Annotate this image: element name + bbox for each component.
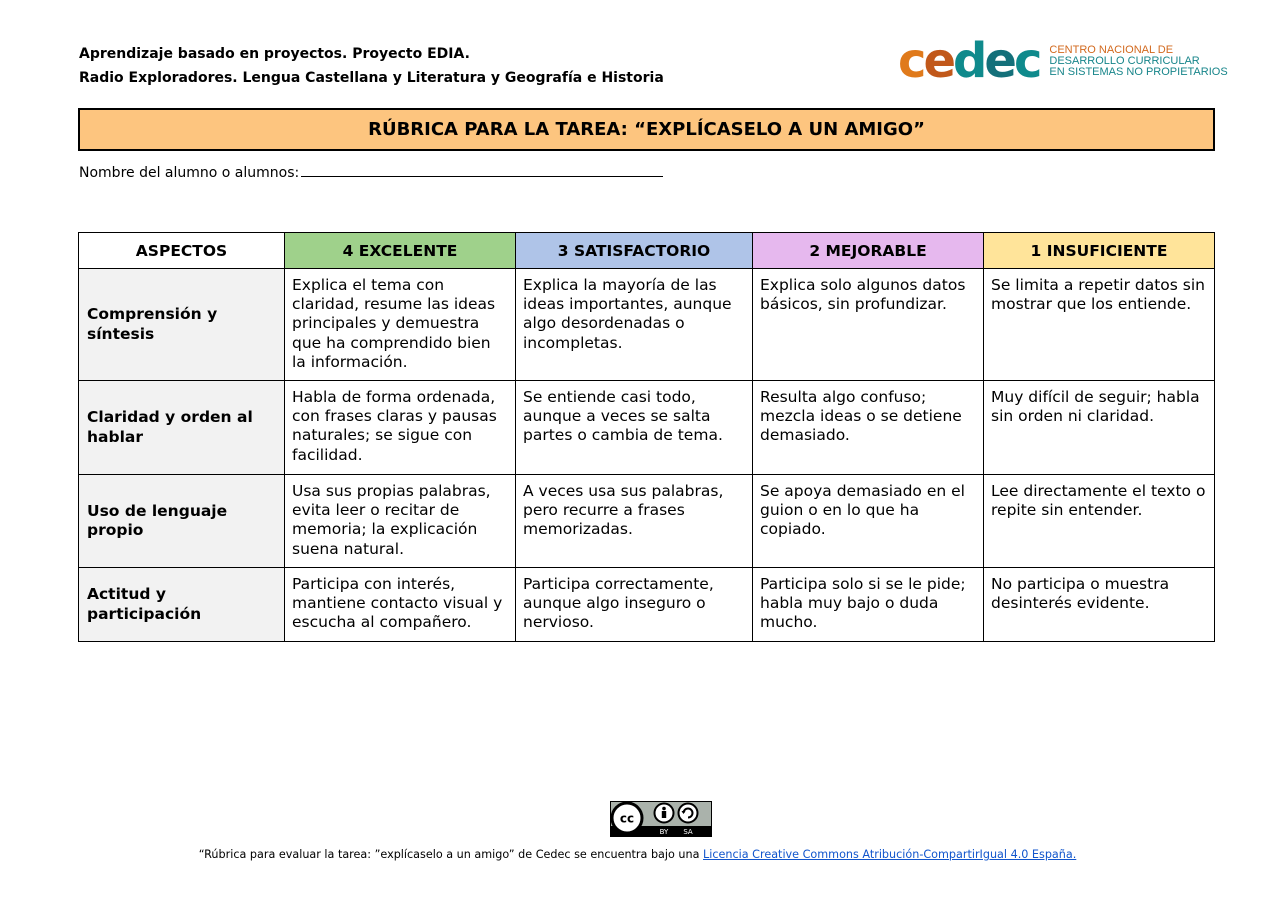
logo-text-line1: CENTRO NACIONAL DE — [1049, 43, 1174, 56]
criteria-cell: Explica solo algunos datos básicos, sin profundizar. — [753, 269, 984, 381]
table-row — [79, 568, 1215, 642]
cedec-logo-text — [1049, 45, 1227, 78]
criteria-cell: Participa con interés, mantiene contacto visual y escucha al compañero. — [285, 568, 516, 642]
student-name-field — [79, 162, 663, 181]
rubric-header-row — [79, 233, 1215, 269]
header-satisfactory: 3 SATISFACTORIO — [516, 233, 753, 269]
rubric-title: RÚBRICA PARA LA TAREA: “EXPLÍCASELO A UN AMIGO” — [78, 108, 1215, 151]
header-insufficient: 1 INSUFICIENTE — [984, 233, 1215, 269]
header-improvable: 2 MEJORABLE — [753, 233, 984, 269]
cedec-logo — [898, 33, 1228, 89]
logo-text-line2: DESARROLLO CURRICULAR — [1049, 54, 1200, 67]
cc-by-sa-badge-icon[interactable] — [610, 801, 712, 837]
license-link[interactable]: Licencia Creative Commons Atribución-CompartirIgual 4.0 España. — [703, 848, 1077, 861]
criteria-cell: Participa correctamente, aunque algo inseguro o nervioso. — [516, 568, 753, 642]
rubric-table — [78, 232, 1215, 642]
student-name-label: Nombre del alumno o alumnos: — [79, 165, 300, 181]
license-text: “Rúbrica para evaluar la tarea: ”explícaselo a un amigo” de Cedec se encuentra bajo una — [198, 848, 704, 861]
criteria-cell: No participa o muestra desinterés evidente. — [984, 568, 1215, 642]
criteria-cell: Participa solo si se le pide; habla muy bajo o duda mucho. — [753, 568, 984, 642]
license-notice — [0, 848, 1275, 861]
criteria-cell: Lee directamente el texto o repite sin entender. — [984, 475, 1215, 568]
header-line-subject: Radio Exploradores. Lengua Castellana y Literatura y Geografía e Historia — [79, 70, 664, 86]
header-line-project: Aprendizaje basado en proyectos. Proyecto EDIA. — [79, 46, 470, 62]
criteria-cell: Usa sus propias palabras, evita leer o recitar de memoria; la explicación suena natural. — [285, 475, 516, 568]
criteria-cell: Se limita a repetir datos sin mostrar que los entiende. — [984, 269, 1215, 381]
badge-by-label: BY — [659, 828, 669, 836]
criteria-cell: A veces usa sus palabras, pero recurre a frases memorizadas. — [516, 475, 753, 568]
document-header — [79, 44, 664, 92]
criteria-cell: Muy difícil de seguir; habla sin orden ni claridad. — [984, 381, 1215, 475]
criteria-cell: Se entiende casi todo, aunque a veces se salta partes o cambia de tema. — [516, 381, 753, 475]
aspect-cell: Actitud y participación — [79, 568, 285, 642]
svg-text:cc: cc — [619, 811, 635, 826]
header-excellent: 4 EXCELENTE — [285, 233, 516, 269]
aspect-cell: Uso de lenguaje propio — [79, 475, 285, 568]
student-name-blank-line — [301, 162, 663, 177]
cedec-wordmark: cedec — [898, 33, 1040, 89]
criteria-cell: Explica el tema con claridad, resume las ideas principales y demuestra que ha comprendido bien la información. — [285, 269, 516, 381]
criteria-cell: Explica la mayoría de las ideas importantes, aunque algo desordenadas o incompletas. — [516, 269, 753, 381]
logo-text-line3: EN SISTEMAS NO PROPIETARIOS — [1049, 65, 1228, 78]
table-row — [79, 269, 1215, 381]
table-row — [79, 381, 1215, 475]
badge-sa-label: SA — [683, 828, 693, 836]
header-aspects: ASPECTOS — [79, 233, 285, 269]
table-row — [79, 475, 1215, 568]
criteria-cell: Habla de forma ordenada, con frases claras y pausas naturales; se sigue con facilidad. — [285, 381, 516, 475]
criteria-cell: Resulta algo confuso; mezcla ideas o se detiene demasiado. — [753, 381, 984, 475]
aspect-cell: Claridad y orden al hablar — [79, 381, 285, 475]
criteria-cell: Se apoya demasiado en el guion o en lo que ha copiado. — [753, 475, 984, 568]
aspect-cell: Comprensión y síntesis — [79, 269, 285, 381]
